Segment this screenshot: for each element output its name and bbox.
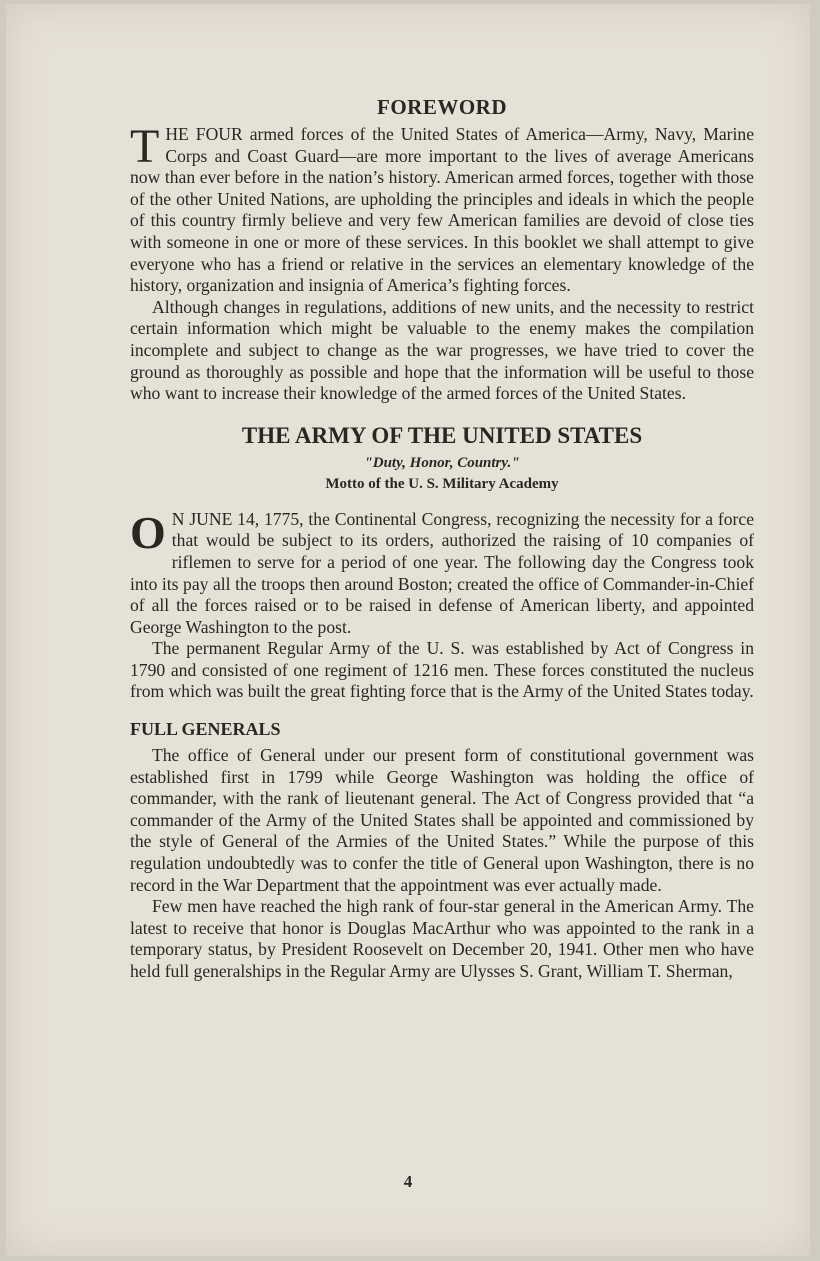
page-content xyxy=(130,94,754,983)
foreword-title: FOREWORD xyxy=(377,95,507,119)
generals-paragraph-2: Few men have reached the high rank of four-star general in the American Army. The latest to receive that honor is Douglas MacArthur who was appointed to the rank in a temporary status, by President Roosevelt on December 20, 1941. Other men who have held full generalships in the Regular Army are Ulysses S. Grant, William T. Sherman, xyxy=(130,896,754,981)
army-motto: "Duty, Honor, Country." xyxy=(364,454,520,471)
army-paragraph-1-text: N JUNE 14, 1775, the Continental Congress, recognizing the necessity for a force that would be subject to its orders, authorized the raising of 10 companies of riflemen to serve for a period of one year. The following day the Congress took into its pay all the troops then around Boston; created the office of Commander-in-Chief of all the forces raised or to be raised in defense of American liberty, and appointed George Washington to the post. xyxy=(130,508,754,637)
document-page xyxy=(6,4,810,1256)
foreword-dropcap: T xyxy=(130,120,160,173)
foreword-paragraph-1-text: HE FOUR armed forces of the United States of America—Army, Navy, Marine Corps and Coast Guard—are more important to the lives of average Americans now than ever before in the nation’s history. American armed forces, together with those of the other United Nations, are upholding the principles and ideals in which the people of this country firmly believe and very few American families are devoid of close ties with someone in one or more of these services. In this booklet we shall attempt to give everyone who has a friend or relative in the services an elementary knowledge of the history, organization and insignia of America’s fighting forces. xyxy=(130,124,754,296)
foreword-paragraph-1 xyxy=(130,120,754,297)
generals-paragraph-1: The office of General under our present form of constitutional government was established first in 1799 while George Washington was holding the office of commander, with the rank of lieutenant general. The Act of Congress provided that “a commander of the Army of the United States shall be appointed and commissioned by the style of General of the Armies of the United States.” While the purpose of this regulation undoubtedly was to confer the title of General upon Washington, there is no record in the War Department that the appointment was ever actually made. xyxy=(130,745,754,895)
army-paragraph-2: The permanent Regular Army of the U. S. was established by Act of Congress in 1790 and consisted of one regiment of 1216 men. These forces constituted the nucleus from which was built the great fighting force that is the Army of the United States today. xyxy=(130,638,754,702)
army-title: THE ARMY OF THE UNITED STATES xyxy=(241,422,643,448)
army-paragraph-1 xyxy=(130,506,754,639)
army-motto-source: Motto of the U. S. Military Academy xyxy=(325,475,559,492)
army-dropcap: O xyxy=(130,506,166,558)
foreword-paragraph-2: Although changes in regulations, additions of new units, and the necessity to restrict certain information which might be valuable to the enemy makes the compilation incomplete and subject to change as the war progresses, we have tried to cover the ground as thoroughly as possible and hope that the information will be useful to those who want to increase their knowledge of the armed forces of the United States. xyxy=(130,296,754,404)
generals-heading: FULL GENERALS xyxy=(130,719,281,740)
page-number: 4 xyxy=(403,1172,413,1191)
